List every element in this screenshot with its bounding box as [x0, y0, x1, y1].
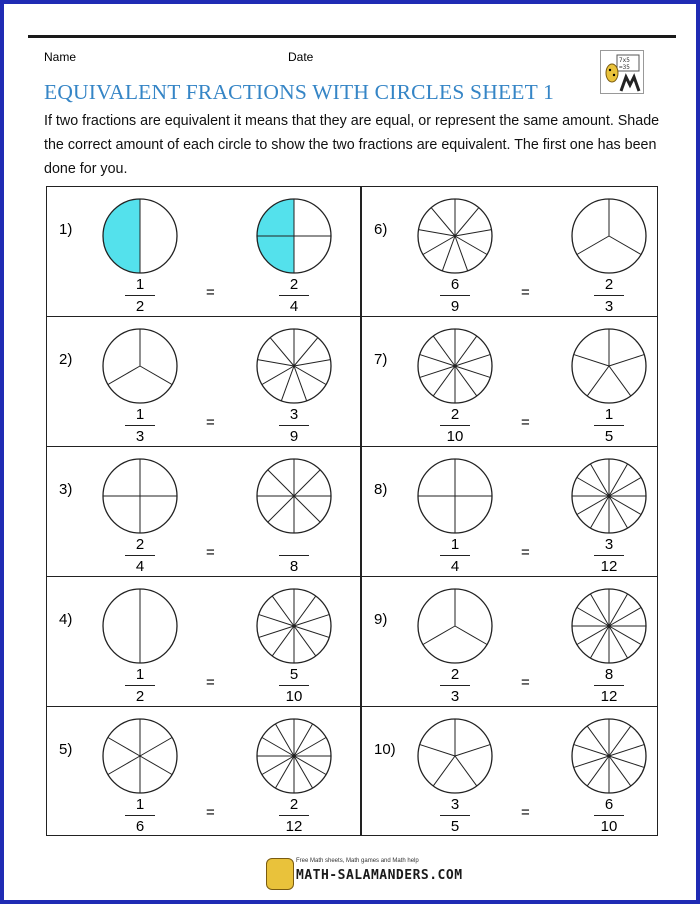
left-fraction-circle[interactable] [416, 327, 494, 405]
left-denominator: 5 [450, 818, 460, 836]
segment-line [609, 756, 644, 767]
fraction-bar [125, 815, 155, 816]
equals-sign: = [521, 544, 530, 561]
left-fraction-circle[interactable] [101, 327, 179, 405]
segment-line [455, 208, 479, 236]
left-denominator: 3 [450, 688, 460, 706]
problem-2 [47, 317, 353, 447]
right-numerator[interactable]: 2 [289, 796, 299, 813]
left-fraction [115, 795, 165, 836]
right-fraction [584, 275, 634, 316]
right-fraction [584, 665, 634, 706]
right-fraction [584, 405, 634, 446]
left-denominator: 10 [446, 428, 464, 446]
segment-line [259, 626, 294, 637]
segment-line [272, 596, 294, 626]
right-fraction [584, 795, 634, 836]
left-fraction [430, 275, 480, 316]
right-denominator: 12 [600, 688, 618, 706]
problem-6 [362, 187, 668, 317]
segment-line [433, 756, 455, 786]
problem-9 [362, 577, 668, 707]
segment-line [294, 626, 316, 656]
problem-number: 4) [59, 611, 73, 628]
segment-line [455, 366, 477, 396]
equals-sign: = [521, 284, 530, 301]
problem-number: 1) [59, 221, 73, 238]
left-fraction-circle[interactable] [416, 457, 494, 535]
segment-line [294, 496, 320, 522]
right-fraction-circle[interactable] [570, 457, 648, 535]
instructions-text: If two fractions are equivalent it means that they are equal, or represent the same amount. Shade the correct amount of each circle to show the two fractions are equivalent. The first one has been done for you. [44, 113, 660, 177]
segment-line [455, 355, 490, 366]
segment-line [455, 745, 490, 756]
left-denominator: 2 [135, 688, 145, 706]
segment-line [609, 756, 631, 786]
segment-line [587, 726, 609, 756]
left-numerator[interactable]: 1 [135, 796, 145, 813]
right-fraction [269, 275, 319, 316]
fraction-bar [594, 685, 624, 686]
fraction-bar [594, 425, 624, 426]
left-fraction [430, 405, 480, 446]
equals-sign: = [521, 414, 530, 431]
right-numerator[interactable] [269, 535, 319, 554]
segment-line [455, 236, 468, 271]
worksheet-title: EQUIVALENT FRACTIONS WITH CIRCLES SHEET 1 [44, 80, 555, 104]
problem-4 [47, 577, 353, 707]
right-denominator: 10 [600, 818, 618, 836]
problem-number: 5) [59, 741, 73, 758]
segment-line [455, 230, 491, 236]
fraction-bar [279, 685, 309, 686]
problem-8 [362, 447, 668, 577]
fraction-bar [279, 555, 309, 556]
right-fraction-circle[interactable] [570, 717, 648, 795]
segment-line [455, 756, 477, 786]
segment-line [433, 336, 455, 366]
left-fraction-circle[interactable] [101, 587, 179, 665]
svg-text:7x5: 7x5 [619, 57, 630, 64]
right-fraction-circle[interactable] [255, 717, 333, 795]
right-numerator[interactable]: 3 [604, 536, 614, 553]
segment-line [420, 366, 455, 377]
fraction-bar [279, 425, 309, 426]
left-fraction-circle[interactable] [101, 457, 179, 535]
segment-line [108, 738, 140, 757]
segment-line [455, 626, 487, 645]
segment-line [609, 236, 641, 255]
fraction-bar [594, 295, 624, 296]
problem-number: 2) [59, 351, 73, 368]
segment-line [281, 366, 294, 401]
segment-line [262, 366, 294, 385]
segment-line [587, 366, 609, 396]
fraction-bar [594, 815, 624, 816]
right-numerator[interactable]: 8 [604, 666, 614, 683]
problem-number: 8) [374, 481, 388, 498]
left-fraction-circle[interactable] [416, 717, 494, 795]
segment-line [419, 230, 455, 236]
segment-line [108, 366, 140, 385]
fraction-bar [440, 295, 470, 296]
left-numerator[interactable]: 2 [450, 406, 460, 423]
right-denominator: 10 [285, 688, 303, 706]
salamander-logo-icon [600, 50, 644, 94]
footer-tagline: Free Math sheets, Math games and Math help [296, 858, 419, 864]
segment-line [420, 745, 455, 756]
left-numerator[interactable]: 6 [450, 276, 460, 293]
left-numerator[interactable]: 1 [135, 666, 145, 683]
fraction-bar [279, 815, 309, 816]
right-numerator[interactable]: 2 [289, 276, 299, 293]
segment-line [609, 745, 644, 756]
right-numerator[interactable]: 2 [604, 276, 614, 293]
segment-line [258, 360, 294, 366]
worksheet-page [4, 4, 696, 900]
left-fraction [115, 405, 165, 446]
left-fraction [115, 275, 165, 316]
segment-line [259, 615, 294, 626]
problem-7 [362, 317, 668, 447]
fraction-bar [125, 555, 155, 556]
right-fraction-circle[interactable] [570, 197, 648, 275]
segment-line [574, 756, 609, 767]
left-numerator[interactable]: 1 [450, 536, 460, 553]
segment-line [294, 338, 318, 366]
left-denominator: 4 [450, 558, 460, 576]
problem-grid [46, 186, 658, 836]
equals-sign: = [206, 284, 215, 301]
segment-line [609, 355, 644, 366]
left-denominator: 4 [135, 558, 145, 576]
segment-line [270, 338, 294, 366]
left-fraction-circle[interactable] [416, 587, 494, 665]
salamander-mascot-icon [266, 858, 294, 890]
equals-sign: = [206, 804, 215, 821]
segment-line [272, 626, 294, 656]
segment-line [294, 366, 326, 385]
shaded-segment[interactable] [103, 199, 140, 273]
segment-line [442, 236, 455, 271]
right-numerator[interactable]: 5 [289, 666, 299, 683]
problem-3 [47, 447, 353, 577]
right-fraction-circle[interactable] [570, 327, 648, 405]
problem-5 [47, 707, 353, 837]
fraction-bar [440, 555, 470, 556]
segment-line [609, 726, 631, 756]
footer-brand-name: MATH-SALAMANDERS.COM [296, 868, 463, 883]
right-fraction [269, 405, 319, 446]
date-label: Date [288, 50, 314, 64]
right-numerator[interactable]: 3 [289, 406, 299, 423]
problem-1 [47, 187, 353, 317]
right-fraction [269, 795, 319, 836]
fraction-bar [440, 425, 470, 426]
fraction-bar [279, 295, 309, 296]
svg-text:=35: =35 [619, 64, 630, 71]
right-fraction [269, 535, 319, 576]
right-fraction [269, 665, 319, 706]
problem-number: 10) [374, 741, 396, 758]
segment-line [294, 596, 316, 626]
equals-sign: = [206, 414, 215, 431]
segment-line [268, 470, 294, 496]
left-denominator: 2 [135, 298, 145, 316]
segment-line [455, 366, 490, 377]
segment-line [433, 366, 455, 396]
right-denominator: 3 [604, 298, 614, 316]
right-fraction-circle[interactable] [570, 587, 648, 665]
right-denominator: 8 [289, 558, 299, 576]
segment-line [420, 355, 455, 366]
right-numerator[interactable]: 6 [604, 796, 614, 813]
right-fraction-circle[interactable] [255, 197, 333, 275]
right-denominator: 9 [289, 428, 299, 446]
segment-line [140, 366, 172, 385]
right-numerator[interactable]: 1 [604, 406, 614, 423]
segment-line [108, 756, 140, 775]
left-fraction-circle[interactable] [101, 717, 179, 795]
header-rule [28, 35, 676, 38]
left-denominator: 9 [450, 298, 460, 316]
segment-line [577, 236, 609, 255]
segment-line [574, 745, 609, 756]
segment-line [294, 470, 320, 496]
left-numerator[interactable]: 3 [450, 796, 460, 813]
segment-line [455, 236, 487, 255]
fraction-bar [594, 555, 624, 556]
equals-sign: = [206, 674, 215, 691]
right-denominator: 4 [289, 298, 299, 316]
segment-line [140, 756, 172, 775]
problem-number: 9) [374, 611, 388, 628]
problem-number: 6) [374, 221, 388, 238]
problem-number: 7) [374, 351, 388, 368]
left-denominator: 3 [135, 428, 145, 446]
left-numerator[interactable]: 2 [450, 666, 460, 683]
segment-line [609, 366, 631, 396]
segment-line [294, 360, 330, 366]
equals-sign: = [521, 674, 530, 691]
left-fraction [115, 665, 165, 706]
name-label: Name [44, 50, 77, 64]
fraction-bar [125, 685, 155, 686]
segment-line [294, 366, 307, 401]
problem-number: 3) [59, 481, 73, 498]
right-denominator: 5 [604, 428, 614, 446]
left-fraction-circle[interactable] [416, 197, 494, 275]
left-fraction [430, 665, 480, 706]
left-denominator: 6 [135, 818, 145, 836]
segment-line [455, 336, 477, 366]
fraction-bar [125, 425, 155, 426]
fraction-bar [440, 815, 470, 816]
segment-line [140, 738, 172, 757]
right-denominator: 12 [285, 818, 303, 836]
segment-line [574, 355, 609, 366]
fraction-bar [125, 295, 155, 296]
equals-sign: = [521, 804, 530, 821]
footer-brand [266, 856, 463, 892]
segment-line [423, 626, 455, 645]
fraction-bar [440, 685, 470, 686]
left-numerator[interactable]: 1 [135, 276, 145, 293]
equals-sign: = [206, 544, 215, 561]
right-fraction [584, 535, 634, 576]
segment-line [268, 496, 294, 522]
left-fraction [115, 535, 165, 576]
right-fraction-circle[interactable] [255, 327, 333, 405]
right-denominator: 12 [600, 558, 618, 576]
left-fraction-circle[interactable] [101, 197, 179, 275]
right-fraction-circle[interactable] [255, 587, 333, 665]
segment-line [431, 208, 455, 236]
left-numerator[interactable]: 2 [135, 536, 145, 553]
left-numerator[interactable]: 1 [135, 406, 145, 423]
right-fraction-circle[interactable] [255, 457, 333, 535]
left-fraction [430, 535, 480, 576]
left-fraction [430, 795, 480, 836]
segment-line [294, 626, 329, 637]
segment-line [294, 615, 329, 626]
problem-10 [362, 707, 668, 837]
segment-line [587, 756, 609, 786]
segment-line [423, 236, 455, 255]
